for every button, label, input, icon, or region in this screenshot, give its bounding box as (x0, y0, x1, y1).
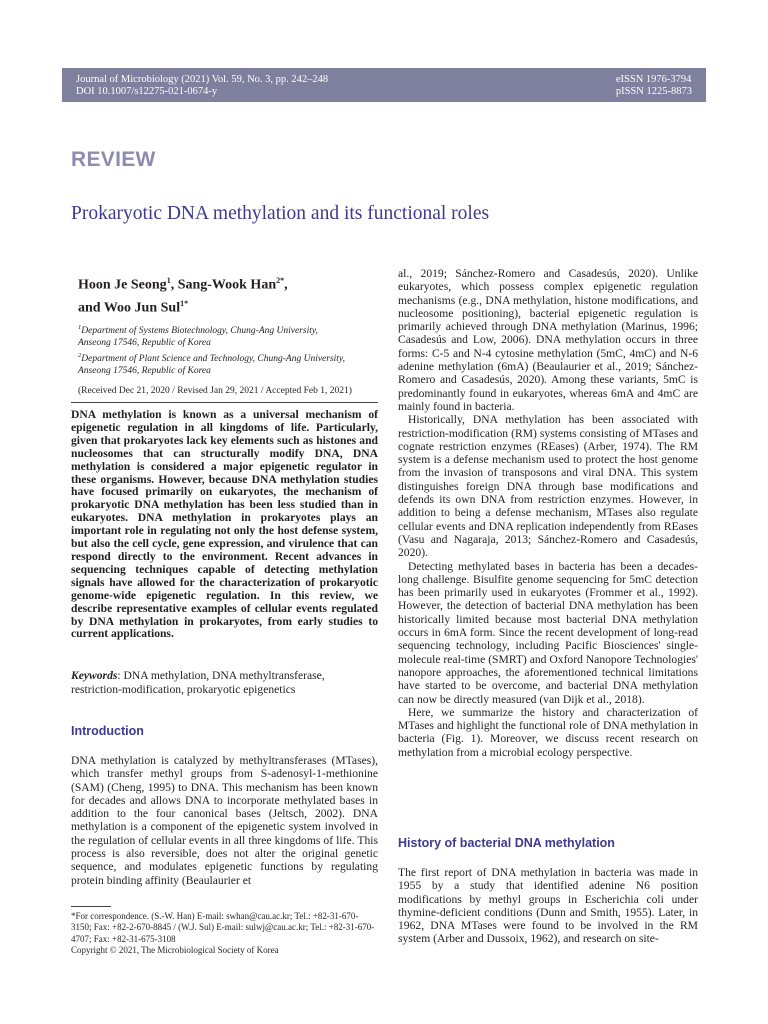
doi-line: DOI 10.1007/s12275-021-0674-y (76, 86, 218, 97)
journal-citation (76, 74, 328, 98)
paragraph: al., 2019; Sánchez-Romero and Casadesús, 2020). Unlike eukaryotes, which possess complex epigenetic regulation mechanisms (e.g., DNA methylation, histone modifications, and nucleosome positioning), bacterial epigenetic regulation is primarily achieved through DNA methylation (Marinus, 1996; Casadesús and Low, 2006). DNA methylation occurs in three forms: C-5 and N-4 cytosine methylation (5mC, 4mC) and N-6 adenine methylation (6mA) (Beaulaurier et al., 2019; Sánchez-Romero and Casadesús, 2020). Among these variants, 5mC is predominantly found in eukaryotes, whereas 6mA and 4mC are mainly found in bacteria. (398, 267, 698, 413)
copyright-line: Copyright © 2021, The Microbiological Society of Korea (71, 944, 279, 955)
author-name: Hoon Je Seong (78, 277, 167, 293)
affil-mark: 1 (78, 324, 82, 331)
author-separator: , (284, 277, 288, 293)
right-column-text (398, 267, 698, 759)
affiliations (78, 322, 378, 378)
journal-line: Journal of Microbiology (2021) Vol. 59, No. 3, pp. 242–248 (76, 74, 329, 85)
introduction-text: DNA methylation is catalyzed by methyltransferases (MTases), which transfer methyl groups from S-adenosyl-1-methionine (SAM) (Cheng, 1995) to DNA. This mechanism has been known for decades and allows DNA to incorporate methylated bases in addition to the four canonical bases (Jeltsch, 2002). DNA methylation is a component of the epigenetic system involved in the regulation of cellular events in all three kingdoms of life. This process is also reversible, does not alter the original genetic sequence, and modulates epigenetic functions by regulating protein binding affinity (Beaulaurier et (71, 754, 378, 887)
article-title: Prokaryotic DNA methylation and its functional roles (71, 203, 490, 224)
affil-line: Department of Plant Science and Technology, Chung-Ang University, (81, 353, 346, 364)
paragraph: Historically, DNA methylation has been associated with restriction-modification (RM) systems consisting of MTases and cognate restriction enzymes (REases) (Arber, 1974). The RM system is a defense mechanism used to protect the host genome from the invasion of transposons and viral DNA. This system distinguishes foreign DNA through base modifications and defends its own DNA from restriction enzymes. However, in addition to being a defense mechanism, MTases also regulate cellular events and DNA replication independently from REases (Vasu and Nagaraja, 2013; Sánchez-Romero and Casadesús, 2020). (398, 413, 698, 560)
eissn: eISSN 1976-3794 (615, 74, 692, 85)
pissn: pISSN 1225-8873 (615, 86, 692, 97)
journal-header-banner (62, 68, 706, 102)
paragraph: Here, we summarize the history and characterization of MTases and highlight the functional role of DNA methylation in bacteria (Fig. 1). Moreover, we discuss recent research on methylation from a microbial ecology perspective. (398, 705, 698, 759)
author-name: and Woo Jun Sul (78, 300, 181, 316)
abstract: DNA methylation is known as a universal mechanism of epigenetic regulation in all kingdoms of life. Particularly, given that prokaryotes lack key elements such as histones and nucleosomes that can structurally modify DNA, DNA methylation is considered a major epigenetic regulator in these organisms. However, because DNA methylation studies have focused primarily on eukaryotes, the mechanism of prokaryotic DNA methylation has been less studied than in eukaryotes. DNA methylation in prokaryotes plays an important role in regulating not only the host defense system, but also the cell cycle, gene expression, and virulence that can respond directly to the environment. Recent advances in sequencing techniques capable of detecting methylation signals have allowed for the characterization of prokaryotic genome-wide epigenetic regulation. In this review, we describe representative examples of cellular events regulated by DNA methylation in prokaryotes, from early studies to current applications. (71, 408, 378, 641)
affil-line: Department of Systems Biotechnology, Chung-Ang University, (81, 326, 318, 337)
author-name: , Sang-Wook Han (170, 277, 277, 293)
footnote-rule (71, 906, 111, 907)
affil-line: Anseong 17546, Republic of Korea (78, 338, 211, 349)
affil-mark: 2 (78, 351, 82, 359)
footnote (71, 911, 378, 956)
received-dates: (Received Dec 21, 2020 / Revised Jan 29, 2021 / Accepted Feb 1, 2021) (78, 386, 352, 396)
section-heading-introduction: Introduction (71, 724, 144, 738)
paragraph: Detecting methylated bases in bacteria has been a decades-long challenge. Bisulfite genome sequencing for 5mC detection has been primarily used in eukaryotes (Frommer et al., 1992). However, the detection of bacterial DNA methylation has been historically limited because most bacterial DNA methylation occurs in 6mA form. Since the recent development of long-read sequencing technology, including Pacific Biosciences' single-molecule real-time (SMRT) and Oxford Nanopore Technologies' nanopore approaches, the aforementioned technical limitations have started to be overcome, and bacterial DNA methylation can now be directly measured (van Dijk et al., 2018). (398, 559, 698, 706)
author-affil-mark: 2* (276, 276, 285, 285)
article-type-label: REVIEW (71, 148, 156, 171)
issn-block (616, 74, 692, 98)
history-text: The first report of DNA methylation in bacteria was made in 1955 by a study that identified adenine N6 position modifications by methyl groups in Escherichia coli under thymine-deficient conditions (Dunn and Smith, 1955). Later, in 1962, DNA MTases were found to be involved in the RM system (Arber and Dussoix, 1962), and research on site- (398, 866, 698, 946)
keywords-text: : DNA methylation, DNA methyltransferase, restriction-modification, prokaryotic epigenetics (71, 669, 325, 696)
affil-line: Anseong 17546, Republic of Korea (78, 366, 211, 377)
keywords-label: Keywords (71, 669, 118, 682)
section-divider (71, 402, 378, 403)
author-affil-mark: 1* (180, 298, 189, 308)
author-affil-mark: 1 (166, 276, 171, 285)
correspondence-note: *For correspondence. (S.-W. Han) E-mail: swhan@cau.ac.kr; Tel.: +82-31-670-3150; Fax: +82-2-670-8845 / (W.J. Sul) E-mail: sulwj@cau.ac.kr; Tel.: +82-31-670-4707; Fax: +82-31-675-3108 (71, 911, 375, 944)
author-list (78, 272, 378, 317)
keywords (71, 669, 378, 697)
section-heading-history: History of bacterial DNA methylation (398, 836, 615, 850)
